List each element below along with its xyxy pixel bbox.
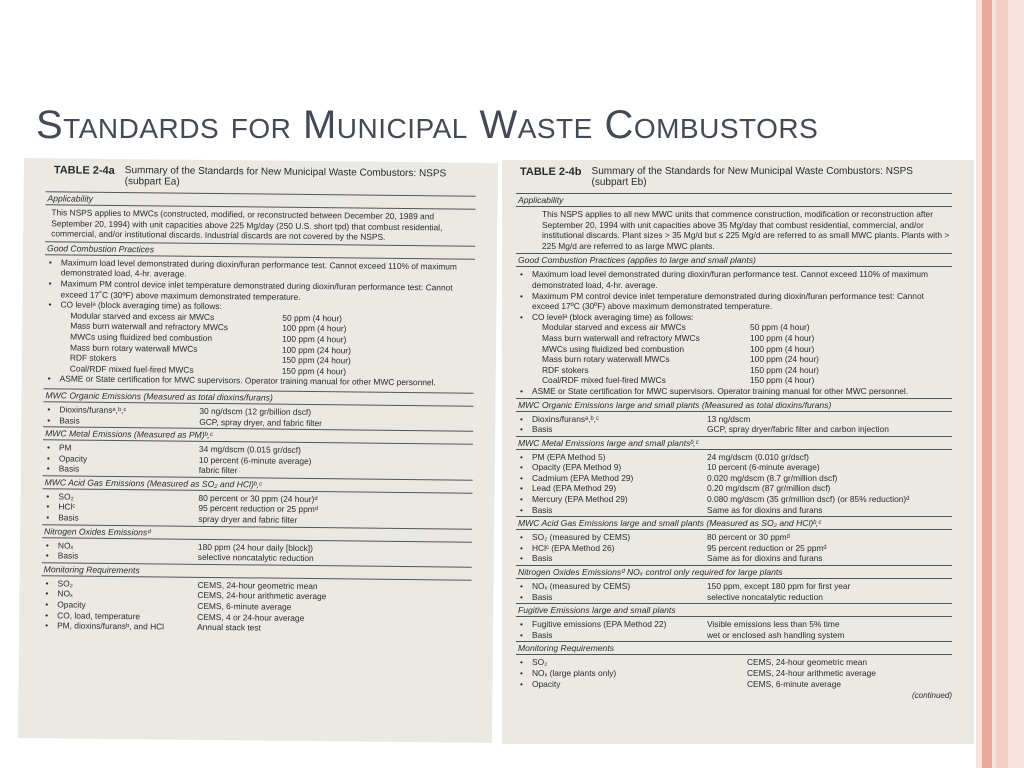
- table-row: • Basis selective noncatalytic reduction: [520, 591, 823, 602]
- table-caption: [502, 160, 974, 192]
- section-heading-acid: MWC Acid Gas Emissions large and small plants (Measured as SO₂ and HCl)ᵇ,ᶜ: [516, 516, 952, 530]
- section-heading-monitoring: Monitoring Requirements: [42, 562, 472, 581]
- co-level-row: Mass burn rotary waterwall MWCs 100 ppm (24 hour): [542, 354, 819, 365]
- section-heading-gcp: Good Combustion Practices (applies to large and small plants): [516, 253, 952, 267]
- table-row: • NOₓ (large plants only) CEMS, 24-hour arithmetic average: [520, 668, 876, 678]
- table-2-4a-scan: [18, 158, 498, 743]
- table-row: • Basis Same as for dioxins and furans: [520, 553, 823, 564]
- section-heading-applicability: Applicability: [516, 193, 952, 207]
- table-row: • NOₓ (measured by CEMS) 150 ppm, except 180 ppm for first year: [520, 581, 851, 592]
- table-row: • PM, dioxins/furansᵇ, and HCl Annual stack test: [45, 620, 261, 633]
- bullet-icon: •: [48, 278, 52, 289]
- continued-note: (continued): [911, 691, 952, 701]
- section-heading-acid: MWC Acid Gas Emissions (Measured as SO₂ and HCl)ᵇ,ᶜ: [43, 475, 473, 494]
- bullet-icon: •: [520, 385, 523, 396]
- bullet-icon: •: [47, 373, 51, 384]
- table-row: • PM 34 mg/dscm (0.015 gr/dscf): [46, 442, 301, 456]
- table-row: • CO, load, temperature CEMS, 4 or 24-hour average: [45, 609, 305, 623]
- table-row: • Opacity (EPA Method 9) 10 percent (6-minute average): [520, 462, 820, 473]
- section-heading-fugitive: Fugitive Emissions large and small plants: [516, 603, 952, 617]
- section-heading-metal: MWC Metal Emissions large and small plantsᵇ,ᶜ: [516, 436, 952, 450]
- co-level-row: Coal/RDF mixed fuel-fired MWCs 150 ppm (4 hour): [69, 363, 347, 377]
- section-heading-nox: Nitrogen Oxides Emissionsᵈ: [42, 524, 472, 543]
- table-row: • Opacity 10 percent (6-minute average): [46, 452, 312, 466]
- bullet-icon: •: [48, 299, 52, 310]
- section-heading-monitoring: Monitoring Requirements: [516, 641, 952, 655]
- table-2-4b-scan: [502, 160, 974, 744]
- bullet-icon: •: [520, 311, 523, 322]
- co-level-row: Mass burn waterwall and refractory MWCs 100 ppm (4 hour): [70, 320, 347, 334]
- table-row: • Mercury (EPA Method 29) 0.080 mg/dscm (35 gr/million dscf) (or 85% reduction)ᵈ: [520, 494, 910, 505]
- table-row: • Basis selective noncatalytic reduction: [45, 550, 314, 564]
- section-heading-organic: MWC Organic Emissions (Measured as total dioxins/furans): [43, 388, 473, 407]
- stripe-2: [982, 0, 992, 768]
- table-row: • Basis GCP, spray dryer/fabric filter and carbon injection: [520, 424, 889, 435]
- list-item: • Maximum load level demonstrated during dioxin/furan performance test. Cannot exceed 110% of maximum demonstrated load, 4-hr. average.: [520, 269, 928, 290]
- co-level-row: Modular starved and excess air MWCs 50 ppm (4 hour): [542, 322, 810, 333]
- stripe-4: [996, 0, 1008, 768]
- table-row: • NOₓ CEMS, 24-hour arithmetic average: [45, 588, 327, 602]
- table-row: • SO₂ CEMS, 24-hour geometric mean: [45, 578, 318, 591]
- bullet-icon: •: [48, 257, 52, 268]
- table-row: • SO₂ 80 percent or 30 ppm (24 hour)ᵈ: [46, 491, 318, 504]
- co-level-row: MWCs using fluidized bed combustion 100 ppm (4 hour): [70, 331, 347, 345]
- section-heading-metal: MWC Metal Emissions (Measured as PM)ᵇ,ᶜ: [43, 426, 473, 445]
- bullet-icon: •: [520, 290, 523, 301]
- table-row: • Basis Same as for dioxins and furans: [520, 504, 823, 515]
- table-row: • PM (EPA Method 5) 24 mg/dscm (0.010 gr/dscf): [520, 451, 809, 462]
- table-row: • Basis spray dryer and fabric filter: [46, 512, 298, 525]
- table-row: • Cadmium (EPA Method 29) 0.020 mg/dscm (8.7 gr/million dscf): [520, 472, 838, 483]
- table-row: • NOₓ 180 ppm (24 hour daily [block]): [45, 539, 313, 553]
- table-row: • HClᶜ 95 percent reduction or 25 ppmᵈ: [46, 501, 318, 515]
- co-level-row: RDF stokers 150 ppm (24 hour): [542, 364, 819, 375]
- list-item: • Maximum PM control device inlet temperature demonstrated during dioxin/furan performance test: Cannot exceed 17ºC (30ºF) above maximum demonstrated temperature.: [520, 290, 924, 312]
- table-row: • SO₂ (measured by CEMS) 80 percent or 30 ppmᵈ: [520, 532, 790, 543]
- co-level-row: Coal/RDF mixed fuel-fired MWCs 150 ppm (4 hour): [542, 375, 815, 386]
- table-row: • Dioxins/furansᵃ,ᵇ,ᶜ 13 ng/dscm: [520, 413, 751, 424]
- table-caption: [24, 158, 498, 195]
- table-row: • HClᶜ (EPA Method 26) 95 percent reduction or 25 ppmᵈ: [520, 542, 827, 553]
- table-row: • Fugitive emissions (EPA Method 22) Visible emissions less than 5% time: [520, 619, 840, 630]
- table-row: • Basis GCP, spray dryer, and fabric filter: [47, 414, 323, 428]
- table-number: TABLE 2-4a: [53, 164, 115, 177]
- table-row: • Basis wet or enclosed ash handling system: [520, 629, 845, 640]
- table-row: • Dioxins/furansᵃ,ᵇ,ᶜ 30 ng/dscm (12 gr/billion dscf): [47, 404, 312, 417]
- table-number: TABLE 2-4b: [520, 166, 582, 178]
- table-row: • Lead (EPA Method 29) 0.20 mg/dscm (87 gr/million dscf): [520, 483, 831, 494]
- list-item: • ASME or State certification for MWC supervisors. Operator training manual for other MWC personnel.: [520, 385, 909, 396]
- bullet-icon: •: [520, 269, 523, 280]
- slide-title: Standards for Municipal Waste Combustors: [36, 103, 819, 147]
- list-item: • CO levelᵃ (block averaging time) as follows:: [48, 299, 222, 312]
- section-heading-applicability: Applicability: [46, 191, 476, 210]
- section-heading-nox: Nitrogen Oxides Emissionsᵈ NOₓ control only required for large plants: [516, 565, 952, 579]
- table-row: • SO₂ CEMS, 24-hour geometric mean: [520, 657, 868, 668]
- table-description: Summary of the Standards for New Municipal Waste Combustors: NSPS (subpart Eb): [591, 166, 913, 188]
- co-level-row: Modular starved and excess air MWCs 50 ppm (4 hour): [70, 310, 342, 324]
- co-level-row: Mass burn waterwall and refractory MWCs 100 ppm (4 hour): [542, 332, 815, 343]
- section-heading-organic: MWC Organic Emissions large and small plants (Measured as total dioxins/furans): [516, 398, 952, 412]
- co-level-row: Mass burn rotary waterwall MWCs 100 ppm (24 hour): [69, 342, 351, 355]
- table-row: • Basis fabric filter: [46, 463, 238, 476]
- list-item: • Maximum PM control device inlet temperature demonstrated during dioxin/furan performance test: Cannot exceed 17˚C (30ºF) above maximum demonstrated temperature.: [48, 278, 453, 302]
- list-item: • Maximum load level demonstrated during dioxin/furan performance test. Cannot exceed 110% of maximum demonstrated load, 4-hr. average.: [48, 257, 457, 280]
- applicability-text: This NSPS applies to MWCs (constructed, modified, or reconstructed between December 20, 1989 and September 20, 1994) with unit capacities above 225 Mg/day (250 U.S. short tpd) that combust residential, commercial, and/or institutional discards. Industrial discards are not covered by the NSPS.: [51, 207, 443, 242]
- list-item: • CO levelᵃ (block averaging time) as follows:: [520, 311, 694, 322]
- co-level-list: [542, 322, 952, 386]
- section-heading-gcp: Good Combustion Practices: [45, 241, 475, 260]
- co-level-row: MWCs using fluidized bed combustion 100 ppm (4 hour): [542, 343, 815, 354]
- applicability-text: This NSPS applies to all new MWC units that commence construction, modification or reconstruction after September 20, 1994 with unit capacities above 35 Mg/day that combust residential, commercial, and/or institutional discards. Plant sizes > 35 Mg/d but ≤ 225 Mg/d are referred to as small MWC plants. Plants with > 225 Mg/d are referred to as large MWC plants.: [542, 209, 950, 251]
- co-level-row: RDF stokers 150 ppm (24 hour): [69, 352, 351, 366]
- list-item: • ASME or State certification for MWC supervisors. Operator training manual for other MWC personnel.: [47, 373, 436, 388]
- co-level-list: [70, 310, 475, 378]
- table-row: • Opacity CEMS, 6-minute average: [520, 678, 842, 689]
- table-row: • Opacity CEMS, 6-minute average: [45, 599, 292, 612]
- table-description: Summary of the Standards for New Municipal Waste Combustors: NSPS (subpart Ea): [124, 165, 447, 188]
- decorative-stripes: [976, 0, 1024, 768]
- stripe-5: [1008, 0, 1024, 768]
